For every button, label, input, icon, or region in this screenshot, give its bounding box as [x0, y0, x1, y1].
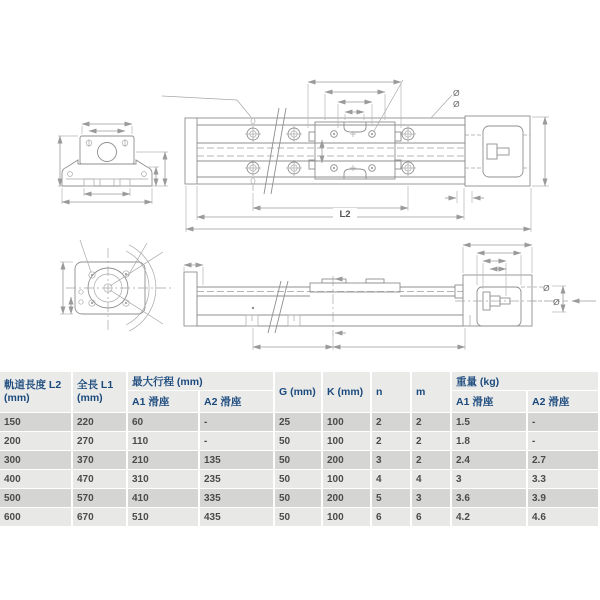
table-row [0, 470, 600, 489]
table-row [0, 451, 600, 470]
table-cell: 510 [128, 508, 200, 527]
table-cell: 3.3 [528, 470, 600, 489]
table-cell: - [528, 432, 600, 451]
motor-block-side [463, 275, 532, 326]
table-cell: 100 [323, 470, 372, 489]
column-header-total-length: 全長 L1 (mm) [73, 372, 128, 413]
table-cell: 1.5 [452, 413, 528, 432]
table-cell: 6 [372, 508, 412, 527]
table-cell: 2 [412, 432, 452, 451]
column-header-m: m [412, 372, 452, 413]
column-header-n: n [372, 372, 412, 413]
table-row [0, 413, 600, 432]
table-row [0, 508, 600, 527]
diameter-callout: Ø [543, 283, 550, 293]
leader-line [128, 243, 147, 276]
table-cell: 500 [0, 489, 73, 508]
table-cell: 600 [0, 508, 73, 527]
table-cell: 310 [128, 470, 200, 489]
table-cell: 335 [200, 489, 275, 508]
table-cell: 200 [323, 489, 372, 508]
column-header-weight: 重量 (kg) [452, 372, 600, 391]
table-row [0, 489, 600, 508]
table-cell: 6 [412, 508, 452, 527]
table-cell: 100 [323, 413, 372, 432]
table-cell: 3 [412, 489, 452, 508]
table-cell: 670 [73, 508, 128, 527]
table-cell: 60 [128, 413, 200, 432]
table-cell: 4 [412, 470, 452, 489]
table-cell: 3.6 [452, 489, 528, 508]
table-cell: 100 [323, 432, 372, 451]
table-cell: 1.8 [452, 432, 528, 451]
column-header-weight-a1: A1 滑座 [452, 391, 528, 413]
table-cell: 2 [412, 413, 452, 432]
flange-view [60, 240, 172, 332]
table-cell: - [200, 432, 275, 451]
table-cell: 410 [128, 489, 200, 508]
table-cell: 110 [128, 432, 200, 451]
table-cell: 4.2 [452, 508, 528, 527]
table-cell: 200 [323, 451, 372, 470]
column-header-stroke-a1: A1 滑座 [128, 391, 200, 413]
column-header-weight-a2: A2 滑座 [528, 391, 600, 413]
diameter-callout: Ø [453, 99, 460, 109]
column-header-stroke-a2: A2 滑座 [200, 391, 275, 413]
leader-line [374, 80, 403, 131]
table-cell: 3.9 [528, 489, 600, 508]
table-cell: 4 [372, 470, 412, 489]
table-cell: 570 [73, 489, 128, 508]
l2-dimension-label: L2 [339, 209, 351, 220]
carriage-plan [309, 122, 401, 179]
table-cell: 400 [0, 470, 73, 489]
table-cell: 220 [73, 413, 128, 432]
diameter-callout: Ø [453, 88, 460, 98]
table-cell: 50 [275, 489, 323, 508]
table-cell: 210 [128, 451, 200, 470]
table-cell: 3 [372, 451, 412, 470]
diameter-callout: Ø [553, 297, 560, 307]
table-cell: 50 [275, 432, 323, 451]
table-cell: 2 [372, 413, 412, 432]
table-cell: - [200, 413, 275, 432]
table-cell: 2 [412, 451, 452, 470]
table-cell: 25 [275, 413, 323, 432]
motor-block-plan [465, 116, 530, 186]
column-header-k: K (mm) [323, 372, 372, 413]
table-cell: 200 [0, 432, 73, 451]
leader-line [431, 95, 452, 118]
table-cell: 2.7 [528, 451, 600, 470]
table-cell: 235 [200, 470, 275, 489]
spec-table [0, 372, 600, 527]
table-cell: 270 [73, 432, 128, 451]
plan-view [162, 80, 549, 232]
column-header-max-stroke: 最大行程 (mm) [128, 372, 275, 391]
leader-line [162, 96, 251, 117]
table-cell: 135 [200, 451, 275, 470]
table-cell: - [528, 413, 600, 432]
table-cell: 370 [73, 451, 128, 470]
column-header-track-length: 軌道長度 L2 (mm) [0, 372, 73, 413]
table-cell: 150 [0, 413, 73, 432]
leader-line [80, 240, 91, 272]
table-cell: 50 [275, 470, 323, 489]
table-cell: 300 [0, 451, 73, 470]
table-cell: 5 [372, 489, 412, 508]
table-cell: 470 [73, 470, 128, 489]
table-cell: 50 [275, 451, 323, 470]
table-cell: 2.4 [452, 451, 528, 470]
table-cell: 2 [372, 432, 412, 451]
table-cell: 3 [452, 470, 528, 489]
table-cell: 435 [200, 508, 275, 527]
column-header-g: G (mm) [275, 372, 323, 413]
end-view [58, 124, 168, 204]
table-row [0, 432, 600, 451]
table-cell: 50 [275, 508, 323, 527]
table-cell: 4.6 [528, 508, 600, 527]
table-cell: 100 [323, 508, 372, 527]
side-view [184, 245, 596, 350]
